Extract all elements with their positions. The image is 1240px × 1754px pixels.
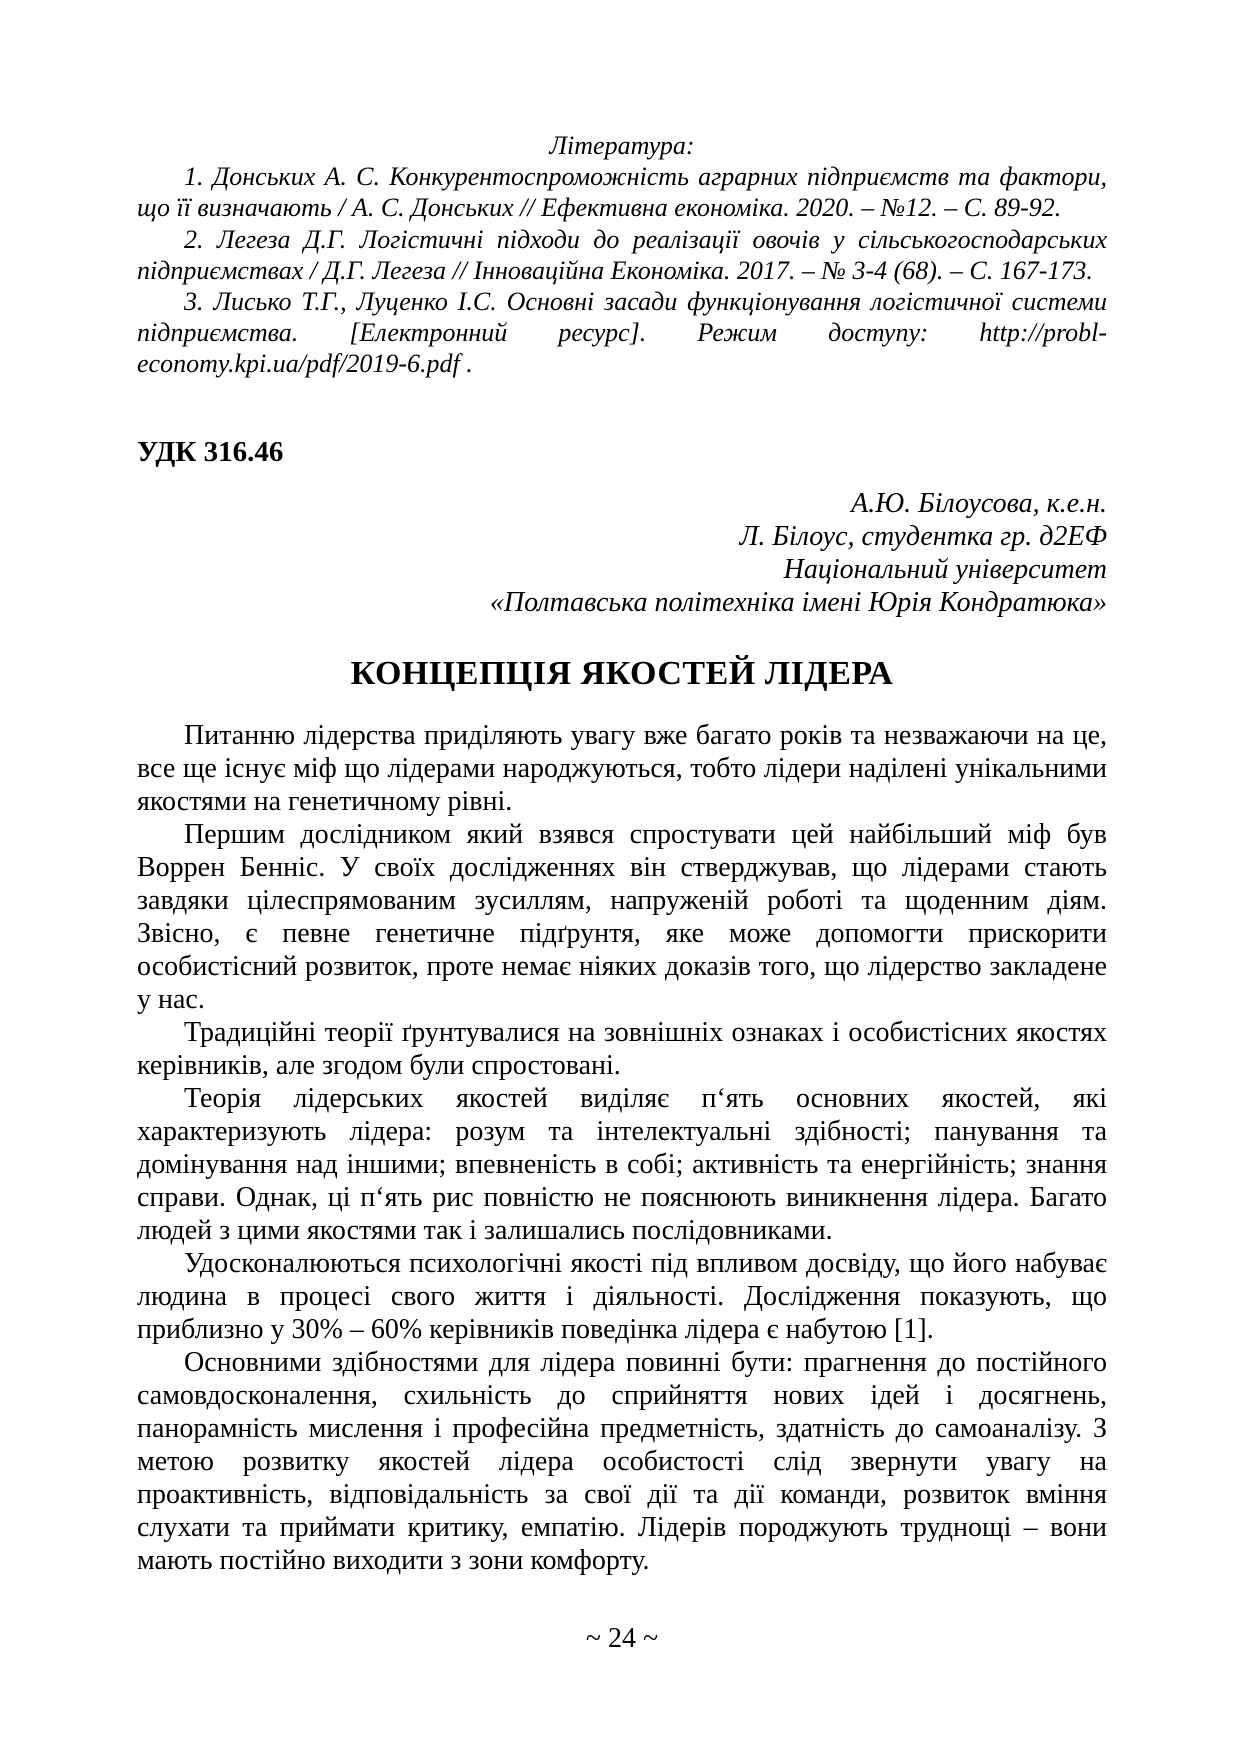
paragraph-1: Питанню лідерства приділяють увагу вже багато років та незважаючи на це, все ще існує міф що лідерами народжуються, тобто лідери наділені унікальними якостями на генетичному рівні. — [137, 719, 1107, 817]
author-block — [137, 487, 1107, 619]
paragraph-5: Удосконалюються психологічні якості під впливом досвіду, що його набуває людина в процесі свого життя і діяльності. Дослідження показують, що приблизно у 30% – 60% керівників поведінка лідера є набутою [1]. — [137, 1248, 1107, 1346]
reference-item-1: 1. Донських А. С. Конкурентоспроможність аграрних підприємств та фактори, що її визначають / А. С. Донських // Ефективна економіка. 2020. – №12. – С. 89-92. — [137, 162, 1107, 223]
page-number: ~ 24 ~ — [585, 1623, 659, 1655]
paragraph-2: Першим дослідником який взявся спростувати цей найбільший міф був Воррен Бенніс. У своїх дослідженнях він стверджував, що лідерами стають завдяки цілеспрямованим зусиллям, напруженій роботі та щоденним діям. Звісно, є певне генетичне підґрунтя, яке може допомогти прискорити особистісний розвиток, проте немає ніяких доказів того, що лідерство закладене у нас. — [137, 818, 1107, 1015]
author-line-1: А.Ю. Білоусова, к.е.н. — [851, 487, 1107, 519]
article-title: КОНЦЕПЦІЯ ЯКОСТЕЙ ЛІДЕРА — [350, 654, 894, 692]
references-section — [137, 130, 1107, 380]
paragraph-6: Основними здібностями для лідера повинні бути: прагнення до постійного самовдосконалення, схильність до сприйняття нових ідей і досягнень, панорамність мислення і професійна предметність, здатність до самоаналізу. З метою розвитку якостей лідера особистості слід звернути увагу на проактивність, відповідальність за свої дії та дії команди, розвиток вміння слухати та приймати критику, емпатію. Лідерів породжують труднощі – вони мають постійно виходити з зони комфорту. — [137, 1347, 1107, 1577]
paragraph-3: Традиційні теорії ґрунтувалися на зовнішніх ознаках і особистісних якостях керівників, але згодом були спростовані. — [137, 1016, 1107, 1081]
affiliation-line-2: «Полтавська політехніка імені Юрія Кондратюка» — [489, 586, 1107, 618]
reference-item-2: 2. Легеза Д.Г. Логістичні підходи до реалізації овочів у сільськогосподарських підприємствах / Д.Г. Легеза // Інноваційна Економіка. 2017. – № 3-4 (68). – С. 167-173. — [137, 224, 1107, 285]
author-line-2: Л. Білоус, студентка гр. д2ЕФ — [739, 520, 1107, 552]
reference-item-3: 3. Лисько Т.Г., Луценко І.С. Основні засади функціонування логістичної системи підприємства. [Електронний ресурс]. Режим доступу: http://probl-economy.kpi.ua/pdf/2019-6.pdf . — [137, 286, 1107, 379]
affiliation-line-1: Національний університет — [783, 553, 1107, 585]
references-heading: Література: — [549, 131, 695, 160]
udc-code: УДК 316.46 — [137, 435, 284, 468]
paragraph-4: Теорія лідерських якостей виділяє п‘ять основних якостей, які характеризують лідера: розум та інтелектуальні здібності; панування та домінування над іншими; впевненість в собі; активність та енергійність; знання справи. Однак, ці п‘ять рис повністю не пояснюють виникнення лідера. Багато людей з цими якостями так і залишались послідовниками. — [137, 1082, 1107, 1247]
article-body — [137, 719, 1107, 1578]
